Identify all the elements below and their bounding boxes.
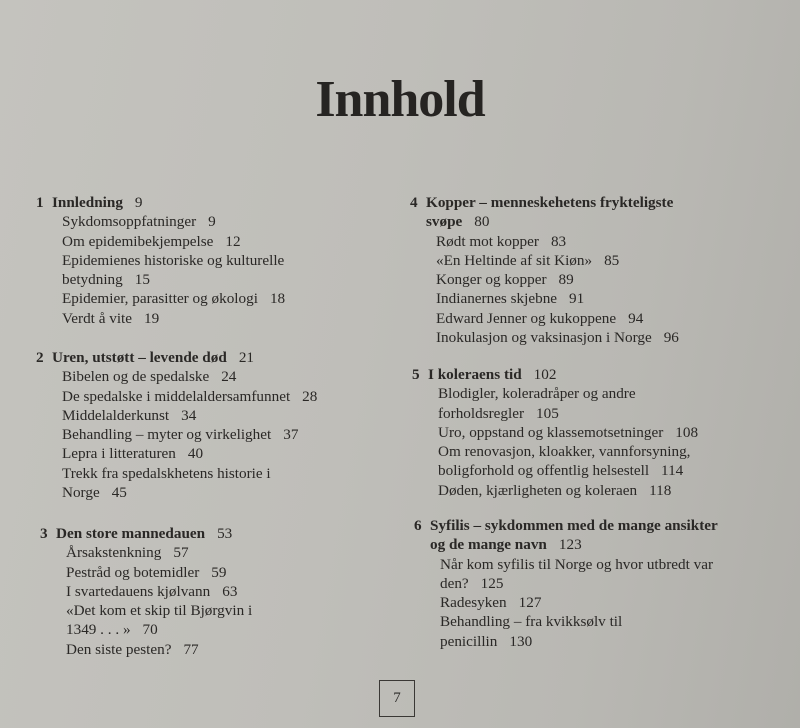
entry-page-number: 24: [221, 368, 237, 386]
entry-title: Bibelen og de spedalske: [62, 368, 210, 386]
toc-entry-line: [36, 367, 317, 386]
chapter-heading-line: [36, 193, 285, 212]
chapter-number: 5: [412, 366, 420, 383]
entry-title: Blodigler, koleradråper og andre: [438, 385, 636, 403]
entry-page-number: 89: [558, 271, 574, 289]
toc-entry-line: [410, 328, 679, 347]
toc-entry-line: [410, 270, 679, 289]
toc-entry-line: [410, 309, 679, 328]
entry-page-number: 9: [134, 194, 143, 211]
chapter-heading-line: [410, 193, 679, 212]
entry-title: den?: [440, 574, 469, 592]
toc-entry-line: [414, 593, 718, 612]
entry-page-number: 15: [134, 271, 150, 289]
entry-title: De spedalske i middelaldersamfunnet: [62, 387, 291, 405]
toc-entry-line: [412, 461, 698, 480]
toc-chapter-4: [410, 193, 679, 347]
toc-entry-line: [414, 574, 718, 593]
entry-title: Om epidemibekjempelse: [62, 232, 214, 250]
toc-entry-line: [36, 212, 285, 231]
toc-chapter-5: [412, 365, 698, 500]
entry-page-number: 130: [509, 632, 533, 650]
entry-title: Konger og kopper: [436, 271, 547, 289]
toc-entry-line: [412, 423, 698, 442]
entry-page-number: 53: [217, 525, 233, 542]
entry-page-number: 85: [604, 251, 620, 269]
toc-entry-line: [40, 563, 252, 582]
entry-page-number: 123: [558, 536, 582, 554]
entry-page-number: 40: [187, 445, 204, 463]
chapter-heading-line: [412, 365, 698, 384]
entry-page-number: 80: [474, 213, 490, 231]
toc-entry-line: [36, 425, 317, 444]
entry-page-number: 105: [536, 404, 559, 422]
entry-title: Epidemier, parasitter og økologi: [62, 290, 258, 308]
toc-entry-line: [36, 483, 317, 502]
entry-title: Den store mannedauen: [56, 525, 206, 542]
entry-page-number: 83: [550, 232, 567, 250]
entry-title: Middelalderkunst: [62, 406, 170, 424]
toc-entry-line: [412, 404, 698, 423]
chapter-heading-line: [410, 212, 679, 231]
entry-title: Årsakstenkning: [66, 544, 162, 562]
toc-entry-line: [40, 601, 252, 620]
chapter-heading-line: [36, 348, 317, 367]
entry-page-number: 94: [628, 309, 644, 327]
toc-chapter-3: [40, 524, 252, 659]
entry-page-number: 9: [208, 213, 216, 231]
entry-page-number: 57: [173, 544, 189, 562]
toc-entry-line: [410, 251, 679, 270]
toc-entry-line: [40, 582, 252, 601]
chapter-heading-line: [414, 516, 718, 535]
entry-page-number: 96: [663, 329, 679, 347]
entry-title: Norge: [62, 484, 100, 502]
entry-title: Innledning: [52, 194, 123, 211]
chapter-number: 6: [414, 517, 422, 534]
chapter-number: 1: [36, 194, 44, 211]
entry-title: Behandling – myter og virkelighet: [62, 426, 272, 444]
entry-title: betydning: [62, 271, 123, 289]
entry-page-number: 21: [238, 349, 254, 366]
entry-page-number: 125: [480, 574, 504, 592]
chapter-number: 2: [36, 349, 44, 366]
entry-title: 1349 . . . »: [66, 621, 131, 639]
entry-page-number: 70: [142, 621, 158, 639]
toc-entry-line: [414, 632, 718, 651]
entry-page-number: 12: [225, 232, 241, 250]
entry-title: Behandling – fra kvikksølv til: [440, 613, 623, 631]
page-title: Innhold: [315, 71, 485, 128]
entry-title: Trekk fra spedalskhetens historie i: [62, 464, 271, 482]
entry-page-number: 108: [675, 423, 699, 441]
toc-entry-line: [412, 384, 698, 403]
entry-title: penicillin: [440, 632, 498, 650]
entry-title: Inokulasjon og vaksinasjon i Norge: [436, 329, 652, 347]
entry-title: boligforhold og offentlig helsestell: [438, 462, 650, 480]
toc-chapter-6: [414, 516, 718, 651]
entry-page-number: 28: [302, 387, 318, 405]
entry-title: Pestråd og botemidler: [66, 563, 200, 581]
entry-title: «En Heltinde af sit Kiøn»: [436, 251, 593, 269]
entry-title: I svartedauens kjølvann: [66, 582, 211, 600]
toc-entry-line: [36, 309, 285, 328]
toc-entry-line: [414, 555, 718, 574]
toc-entry-line: [412, 442, 698, 461]
entry-title: Om renovasjon, kloakker, vannforsyning,: [438, 443, 691, 461]
chapter-number: 3: [40, 525, 48, 542]
entry-page-number: 19: [144, 309, 160, 327]
entry-title: Edward Jenner og kukoppene: [436, 309, 617, 327]
entry-page-number: 18: [269, 290, 286, 308]
toc-entry-line: [36, 387, 317, 406]
entry-title: Lepra i litteraturen: [62, 445, 176, 463]
toc-entry-line: [36, 464, 317, 483]
entry-title: Uro, oppstand og klassemotsetninger: [438, 423, 664, 441]
toc-entry-line: [36, 270, 285, 289]
entry-title: Kopper – menneskehetens frykteligste: [426, 194, 674, 211]
entry-page-number: 114: [661, 462, 684, 480]
toc-entry-line: [36, 251, 285, 270]
toc-entry-line: [40, 543, 252, 562]
entry-page-number: 37: [283, 426, 299, 444]
toc-entry-line: [410, 232, 679, 251]
entry-title: Epidemienes historiske og kulturelle: [62, 251, 285, 269]
entry-title: og de mange navn: [430, 536, 547, 554]
entry-title: «Det kom et skip til Bjørgvin i: [66, 602, 253, 620]
entry-title: forholdsregler: [438, 404, 525, 422]
toc-chapter-1: [36, 193, 285, 328]
toc-entry-line: [40, 620, 252, 639]
entry-title: Rødt mot kopper: [436, 232, 539, 250]
entry-page-number: 77: [183, 640, 199, 658]
entry-title: Radesyken: [440, 594, 507, 612]
entry-page-number: 127: [518, 594, 542, 612]
entry-page-number: 59: [211, 563, 227, 581]
entry-title: I koleraens tid: [428, 366, 522, 383]
toc-entry-line: [36, 289, 285, 308]
entry-page-number: 34: [181, 406, 197, 424]
entry-title: Uren, utstøtt – levende død: [52, 349, 227, 366]
toc-entry-line: [414, 612, 718, 631]
entry-title: Indianernes skjebne: [436, 290, 558, 308]
entry-title: Den siste pesten?: [66, 640, 172, 658]
entry-title: svøpe: [426, 213, 463, 231]
entry-title: Verdt å vite: [62, 309, 133, 327]
toc-entry-line: [410, 289, 679, 308]
entry-title: Når kom syfilis til Norge og hvor utbredt var: [440, 555, 714, 573]
toc-entry-line: [40, 640, 252, 659]
entry-title: Sykdomsoppfatninger: [62, 213, 197, 231]
entry-page-number: 118: [649, 481, 672, 499]
toc-entry-line: [36, 444, 317, 463]
page-number: 7: [379, 680, 415, 717]
chapter-heading-line: [414, 535, 718, 554]
chapter-heading-line: [40, 524, 252, 543]
toc-entry-line: [412, 481, 698, 500]
entry-page-number: 91: [569, 290, 585, 308]
entry-page-number: 102: [533, 366, 557, 383]
chapter-number: 4: [410, 194, 418, 211]
entry-page-number: 63: [222, 582, 238, 600]
toc-entry-line: [36, 406, 317, 425]
toc-chapter-2: [36, 348, 317, 502]
entry-page-number: 45: [111, 484, 127, 502]
entry-title: Syfilis – sykdommen med de mange ansikter: [430, 517, 718, 534]
entry-title: Døden, kjærligheten og koleraen: [438, 481, 638, 499]
toc-entry-line: [36, 232, 285, 251]
